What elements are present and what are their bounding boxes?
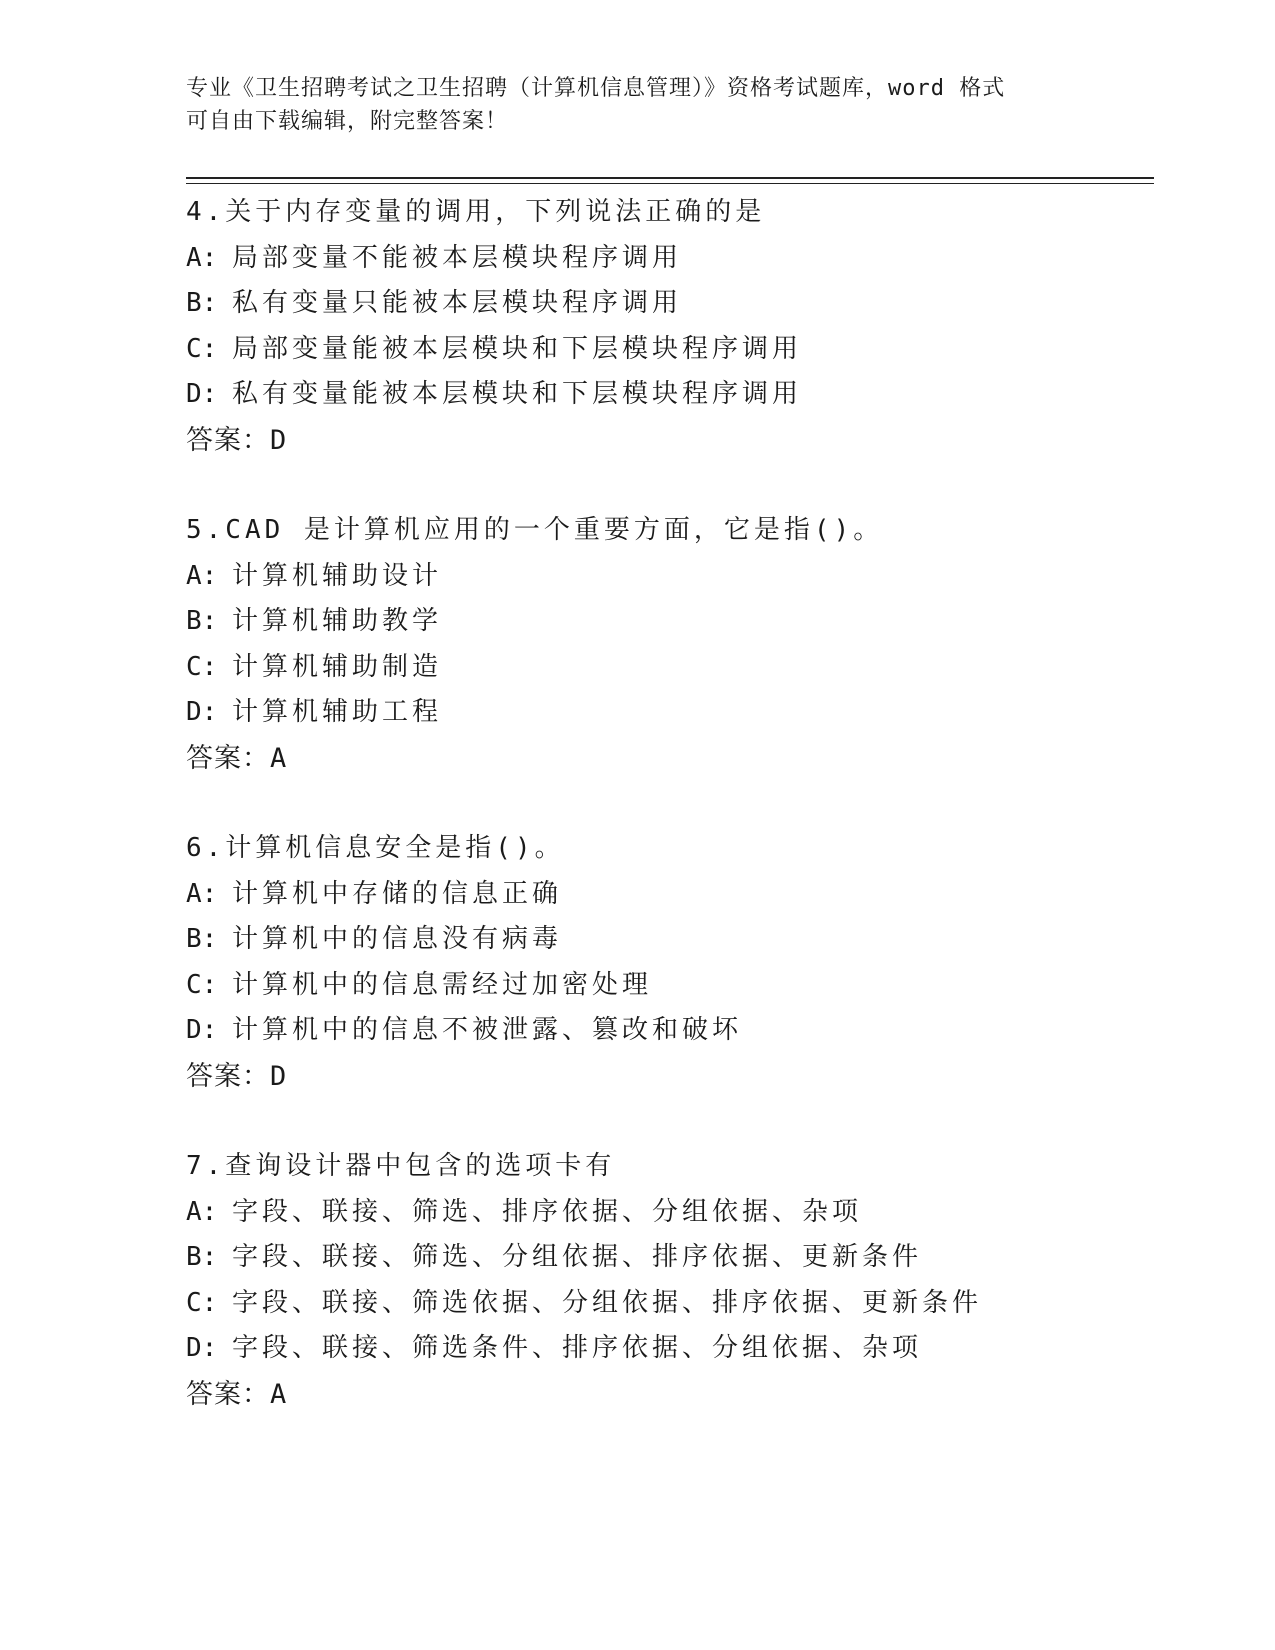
option-key: D: (186, 697, 218, 727)
option-key: B: (186, 1242, 218, 1272)
option-c (186, 963, 1166, 1009)
option-key: A: (186, 878, 218, 909)
option-text: 计算机中的信息没有病毒 (232, 924, 563, 954)
header-line-1: 专业《卫生招聘考试之卫生招聘（计算机信息管理）》资格考试题库，word 格式 (186, 76, 1006, 101)
option-b (186, 281, 1166, 327)
option-c (186, 1281, 1166, 1327)
option-key: D: (186, 1015, 218, 1045)
answer-line (186, 418, 1166, 464)
option-d (186, 1326, 1166, 1372)
header-divider-thin (186, 183, 1154, 184)
option-text: 局部变量不能被本层模块程序调用 (232, 242, 683, 273)
option-key: C: (186, 969, 218, 1000)
answer-label: 答案： (186, 1378, 270, 1410)
option-key: A: (186, 242, 218, 273)
option-key: B: (186, 606, 218, 636)
option-c (186, 645, 1166, 691)
answer-value: A (270, 1378, 288, 1410)
question-stem: 6.计算机信息安全是指()。 (186, 833, 565, 863)
answer-line (186, 1054, 1166, 1100)
option-a (186, 554, 1166, 600)
option-a (186, 1190, 1166, 1236)
question-block (186, 826, 1166, 1099)
answer-label: 答案： (186, 1060, 270, 1092)
question-block (186, 190, 1166, 463)
question-stem: 7.查询设计器中包含的选项卡有 (186, 1151, 616, 1181)
option-text: 计算机辅助设计 (232, 560, 443, 591)
option-text: 计算机中存储的信息正确 (232, 878, 563, 909)
option-text: 局部变量能被本层模块和下层模块程序调用 (232, 333, 803, 364)
option-text: 计算机中的信息不被泄露、篡改和破坏 (232, 1015, 743, 1045)
answer-label: 答案： (186, 742, 270, 774)
answer-line (186, 736, 1166, 782)
question-stem: 4.关于内存变量的调用，下列说法正确的是 (186, 197, 766, 227)
option-key: B: (186, 924, 218, 954)
option-text: 字段、联接、筛选、排序依据、分组依据、杂项 (232, 1196, 863, 1227)
option-key: C: (186, 651, 218, 682)
header-divider-thick (186, 177, 1154, 179)
option-b (186, 1235, 1166, 1281)
option-text: 计算机中的信息需经过加密处理 (232, 969, 653, 1000)
question-stem: 5.CAD 是计算机应用的一个重要方面，它是指()。 (186, 515, 884, 545)
option-key: A: (186, 1196, 218, 1227)
option-b (186, 599, 1166, 645)
option-c (186, 327, 1166, 373)
option-text: 字段、联接、筛选依据、分组依据、排序依据、更新条件 (232, 1287, 983, 1318)
option-a (186, 872, 1166, 918)
option-text: 计算机辅助制造 (232, 651, 443, 682)
option-text: 计算机辅助工程 (232, 697, 443, 727)
option-d (186, 690, 1166, 736)
document-header (186, 72, 1086, 138)
answer-value: D (270, 1060, 288, 1092)
answer-line (186, 1372, 1166, 1418)
question-list (186, 190, 1166, 1462)
option-b (186, 917, 1166, 963)
option-text: 计算机辅助教学 (232, 606, 443, 636)
option-key: C: (186, 333, 218, 364)
question-block (186, 1144, 1166, 1417)
answer-value: A (270, 742, 288, 774)
option-key: D: (186, 379, 218, 409)
option-text: 字段、联接、筛选条件、排序依据、分组依据、杂项 (232, 1333, 923, 1363)
option-a (186, 236, 1166, 282)
option-key: A: (186, 560, 218, 591)
option-text: 字段、联接、筛选、分组依据、排序依据、更新条件 (232, 1242, 923, 1272)
answer-value: D (270, 424, 288, 456)
option-key: C: (186, 1287, 218, 1318)
header-line-2: 可自由下载编辑，附完整答案！ (186, 109, 509, 134)
option-d (186, 372, 1166, 418)
option-key: B: (186, 288, 218, 318)
option-d (186, 1008, 1166, 1054)
option-text: 私有变量只能被本层模块程序调用 (232, 288, 683, 318)
option-key: D: (186, 1333, 218, 1363)
option-text: 私有变量能被本层模块和下层模块程序调用 (232, 379, 803, 409)
question-block (186, 508, 1166, 781)
answer-label: 答案： (186, 424, 270, 456)
